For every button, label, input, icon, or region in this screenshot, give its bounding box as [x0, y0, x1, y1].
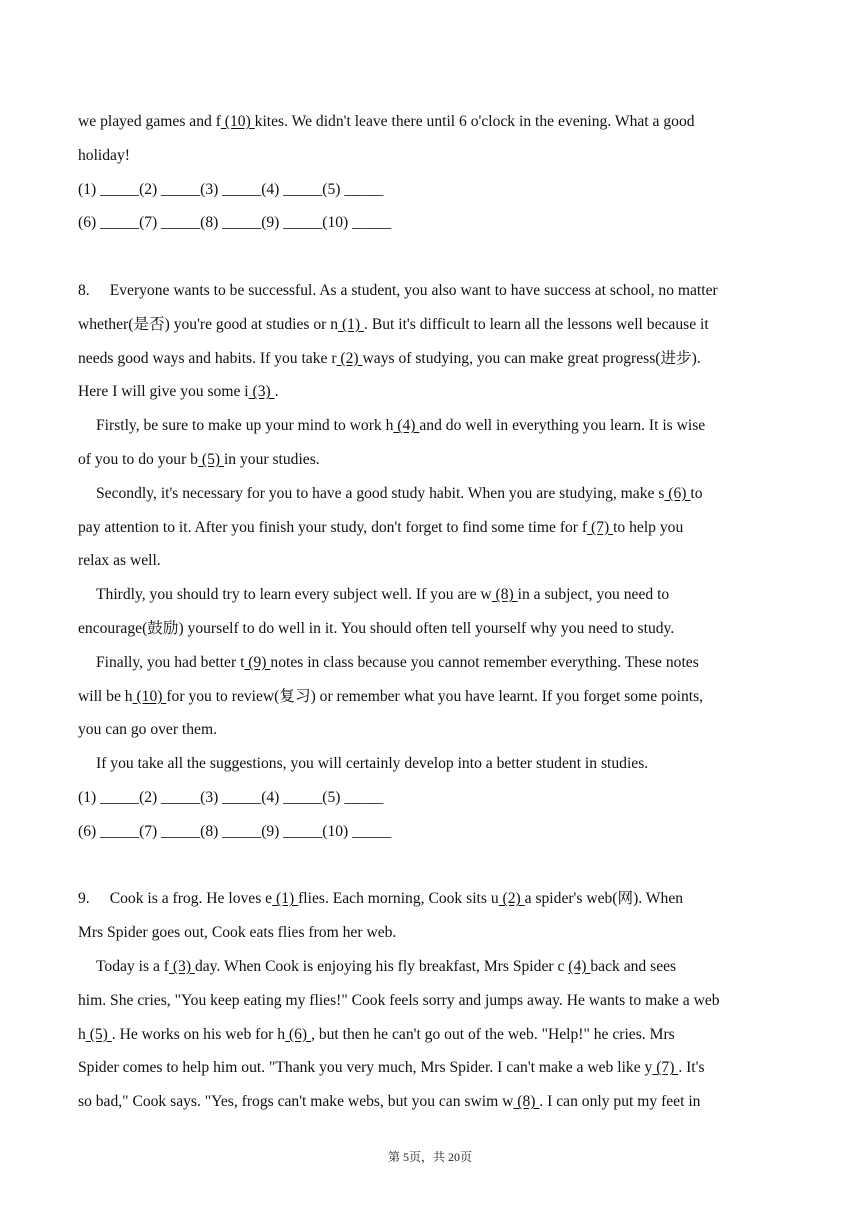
blank: (9)	[244, 653, 271, 671]
passage9-line: h (5) . He works on his web for h (6) , but then he can't go out of the web. "Help!" he cries. Mrs	[78, 1025, 675, 1043]
blank: (2)	[498, 890, 525, 908]
blank: (5)	[197, 450, 224, 468]
passage8-line: Here I will give you some i (3) .	[78, 383, 279, 401]
blank: (8)	[513, 1093, 540, 1111]
passage8-line: you can go over them.	[78, 721, 218, 739]
passage9-line: him. She cries, "You keep eating my flies!" Cook feels sorry and jumps away. He wants to make a web	[78, 991, 720, 1009]
blank: (3)	[168, 957, 195, 975]
passage9-line: Today is a f (3) day. When Cook is enjoying his fly breakfast, Mrs Spider c (4) back and sees	[96, 957, 677, 975]
question-number: 8.	[78, 281, 90, 299]
text: kites. We didn't leave there until 6 o'clock in the evening. What a good	[254, 113, 695, 130]
blank: (8)	[491, 586, 518, 604]
blank: (7)	[652, 1059, 679, 1077]
passage8-line: needs good ways and habits. If you take r (2) ways of studying, you can make great progress(进步).	[78, 349, 701, 367]
passage9-line: 9. Cook is a frog. He loves e (1) flies. Each morning, Cook sits u (2) a spider's web(网). When	[78, 890, 684, 908]
passage7-line	[78, 105, 784, 139]
blank: (4)	[568, 957, 591, 975]
passage8-line: Thirdly, you should try to learn every subject well. If you are w (8) in a subject, you need to	[96, 586, 670, 604]
blank: (5)	[85, 1025, 112, 1043]
blank: (2)	[336, 349, 363, 367]
blank: (4)	[393, 417, 420, 435]
blank: (6)	[664, 484, 691, 502]
document-page	[78, 105, 784, 1119]
passage9-line: Mrs Spider goes out, Cook eats flies from her web.	[78, 924, 397, 942]
passage8-line	[78, 274, 784, 308]
passage8-line: will be h (10) for you to review(复习) or remember what you have learnt. If you forget some points,	[78, 687, 704, 705]
passage8-line: of you to do your b (5) in your studies.	[78, 450, 320, 468]
passage8-line: Finally, you had better t (9) notes in class because you cannot remember everything. These notes	[96, 653, 699, 671]
passage8-line: If you take all the suggestions, you will certainly develop into a better student in studies.	[96, 755, 649, 773]
passage8-line: Firstly, be sure to make up your mind to work h (4) and do well in everything you learn. It is wise	[96, 417, 706, 435]
passage8-line: relax as well.	[78, 552, 161, 570]
question-number: 9.	[78, 890, 90, 908]
answer-row: (6) _____(7) _____(8) _____(9) _____(10) _____	[78, 822, 392, 840]
passage9-line: so bad," Cook says. "Yes, frogs can't make webs, but you can swim w (8) . I can only put my feet in	[78, 1093, 701, 1111]
blank: (3)	[248, 383, 275, 401]
text: we played games and f	[78, 113, 221, 130]
blank: (7)	[587, 518, 614, 536]
text: Everyone wants to be successful. As a student, you also want to have success at school, no matter	[109, 281, 718, 299]
passage8-line: pay attention to it. After you finish your study, don't forget to find some time for f (7) to help you	[78, 518, 684, 536]
passage7-line: holiday!	[78, 146, 130, 164]
page-footer: 第 5页，共 20页	[387, 1150, 472, 1164]
answer-row: (1) _____(2) _____(3) _____(4) _____(5) _____	[78, 180, 384, 198]
blank: (6)	[285, 1025, 312, 1043]
blank: (10)	[220, 113, 255, 130]
passage8-line: whether(是否) you're good at studies or n (1) . But it's difficult to learn all the lessons well because it	[78, 315, 709, 333]
passage8-line: Secondly, it's necessary for you to have a good study habit. When you are studying, make s (6) to	[96, 484, 703, 502]
answer-row: (1) _____(2) _____(3) _____(4) _____(5) _____	[78, 788, 384, 806]
blank: (10)	[132, 687, 167, 705]
blank: (1)	[338, 315, 365, 333]
answer-row: (6) _____(7) _____(8) _____(9) _____(10) _____	[78, 214, 392, 232]
passage8-line: encourage(鼓励) yourself to do well in it. You should often tell yourself why you need to study.	[78, 619, 675, 637]
blank: (1)	[272, 890, 299, 908]
passage9-line: Spider comes to help him out. "Thank you very much, Mrs Spider. I can't make a web like y (7) . It's	[78, 1059, 705, 1077]
